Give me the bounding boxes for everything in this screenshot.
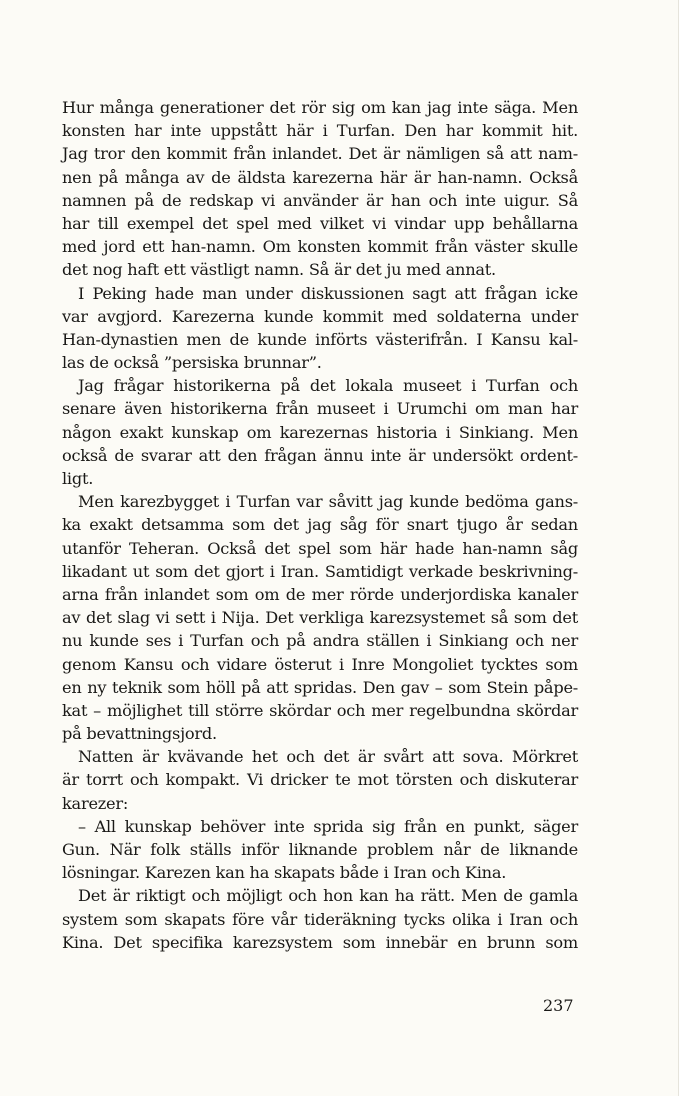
text-line: lösningar. Karezen kan ha skapats både i Iran och Kina. (62, 863, 507, 883)
text-line: – All kunskap behöver inte sprida sig från en punkt, säger (78, 816, 578, 836)
text-line: Han-dynastien men de kunde införts västerifrån. I Kansu kal- (62, 329, 578, 349)
text-line: nu kunde ses i Turfan och på andra ställen i Sinkiang och ner (62, 631, 578, 651)
text-line: var avgjord. Karezerna kunde kommit med soldaterna under (62, 306, 578, 326)
text-line: på bevattningsjord. (62, 724, 217, 744)
text-line: nen på många av de äldsta karezerna här är han-namn. Också (62, 167, 578, 187)
text-line: Jag tror den kommit från inlandet. Det är nämligen så att nam- (62, 144, 578, 164)
text-line: också de svarar att den frågan ännu inte är undersökt ordent- (62, 445, 578, 465)
text-line: det nog haft ett västligt namn. Så är det ju med annat. (62, 260, 496, 280)
page-number: 237 (543, 996, 574, 1015)
text-line: har till exempel det spel med vilket vi vindar upp behållarna (62, 213, 578, 233)
text-line: Men karezbygget i Turfan var såvitt jag kunde bedöma gans- (78, 492, 578, 512)
text-line: är torrt och kompakt. Vi dricker te mot törsten och diskuterar (62, 770, 578, 790)
text-line: en ny teknik som höll på att spridas. Den gav – som Stein påpe- (62, 677, 578, 697)
text-line: karezer: (62, 793, 129, 813)
text-line: Gun. När folk ställs inför liknande problem når de liknande (62, 840, 578, 859)
text-line: Hur många generationer det rör sig om kan jag inte säga. Men (62, 98, 578, 117)
text-line: konsten har inte uppstått här i Turfan. Den har kommit hit. (62, 121, 578, 141)
text-line: Natten är kvävande het och det är svårt att sova. Mörkret (78, 747, 578, 767)
text-line: kat – möjlighet till större skördar och mer regelbundna skördar (62, 700, 578, 720)
text-line: las de också ”persiska brunnar”. (62, 353, 322, 373)
text-line: utanför Teheran. Också det spel som här hade han-namn såg (62, 538, 578, 558)
text-line: system som skapats före vår tideräkning tycks olika i Iran och (62, 909, 578, 929)
text-line: ligt. (62, 469, 94, 488)
text-line: någon exakt kunskap om karezernas historia i Sinkiang. Men (62, 422, 578, 442)
text-line: med jord ett han-namn. Om konsten kommit från väster skulle (62, 237, 578, 257)
text-line: Det är riktigt och möjligt och hon kan ha rätt. Men de gamla (78, 886, 578, 906)
text-line: senare även historikerna från museet i Urumchi om man har (62, 399, 578, 419)
text-line: namnen på de redskap vi använder är han och inte uigur. Så (62, 190, 578, 210)
text-line: Jag frågar historikerna på det lokala museet i Turfan och (78, 376, 578, 396)
text-line: ka exakt detsamma som det jag såg för snart tjugo år sedan (62, 515, 578, 535)
text-line: I Peking hade man under diskussionen sagt att frågan icke (78, 283, 578, 303)
text-line: arna från inlandet som om de mer rörde underjordiska kanaler (62, 584, 578, 604)
text-line: likadant ut som det gjort i Iran. Samtidigt verkade beskrivning- (62, 561, 578, 581)
text-line: av det slag vi sett i Nija. Det verkliga karezsystemet så som det (62, 608, 578, 628)
text-line: genom Kansu och vidare österut i Inre Mongoliet tycktes som (62, 654, 578, 674)
body-text (62, 96, 578, 954)
text-line: Kina. Det specifika karezsystem som innebär en brunn som (62, 932, 578, 952)
